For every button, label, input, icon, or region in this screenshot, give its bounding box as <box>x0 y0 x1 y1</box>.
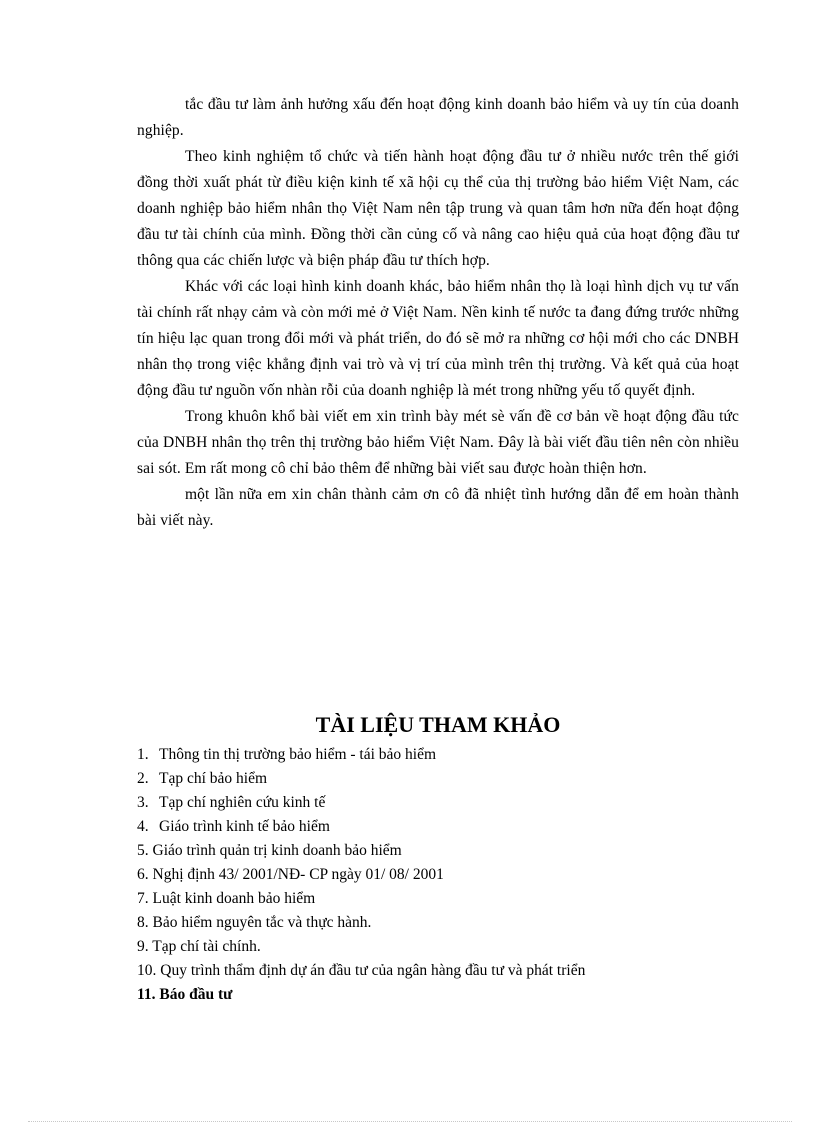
reference-text: Giáo trình kinh tế bảo hiểm <box>159 818 330 835</box>
reference-text: Thông tin thị trường bảo hiểm - tái bảo hiểm <box>159 746 437 763</box>
reference-number: 3. <box>137 794 149 811</box>
references-list <box>137 743 739 1007</box>
reference-item <box>137 983 739 1007</box>
reference-item <box>137 839 739 863</box>
reference-text: Quy trình thẩm định dự án đầu tư của ngân hàng đầu tư và phát triển <box>160 962 586 979</box>
reference-number: 9. <box>137 938 149 955</box>
reference-item <box>137 911 739 935</box>
reference-text: Nghị định 43/ 2001/NĐ- CP ngày 01/ 08/ 2001 <box>152 866 444 883</box>
reference-number: 10. <box>137 962 157 979</box>
reference-item <box>137 863 739 887</box>
reference-number: 8. <box>137 914 149 931</box>
reference-number: 6. <box>137 866 149 883</box>
paragraph-4: Trong khuôn khổ bài viết em xin trình bày mét sè vấn đề cơ bản về hoạt động đầu tức của DNBH nhân thọ trên thị trường bảo hiểm Việt Nam. Đây là bài viết đầu tiên nên còn nhiều sai sót. Em rất mong cô chỉ bảo thêm để những bài viết sau được hoàn thiện hơn. <box>137 408 739 477</box>
references-title: TÀI LIỆU THAM KHẢO <box>315 712 561 737</box>
reference-text: Luật kinh doanh bảo hiểm <box>152 890 316 907</box>
reference-number: 5. <box>137 842 149 859</box>
reference-number: 4. <box>137 818 149 835</box>
page-bottom-divider <box>28 1121 792 1122</box>
reference-text: Tạp chí tài chính. <box>152 938 261 955</box>
reference-item <box>137 767 739 791</box>
paragraph-3: Khác với các loại hình kinh doanh khác, bảo hiểm nhân thọ là loại hình dịch vụ tư vấn tài chính rất nhạy cảm và còn mới mẻ ở Việt Nam. Nền kinh tế nước ta đang đứng trước những tín hiệu lạc quan trong đổi mới và phát triển, do đó sẽ mở ra những cơ hội mới cho các DNBH nhân thọ trong việc khẳng định vai trò và vị trí của mình trên thị trường. Và kết quả của hoạt động đầu tư nguồn vốn nhàn rỗi của doanh nghiệp là mét trong những yếu tố quyết định. <box>137 278 739 399</box>
reference-item <box>137 815 739 839</box>
reference-item <box>137 935 739 959</box>
paragraph-2: Theo kinh nghiệm tổ chức và tiến hành hoạt động đầu tư ở nhiều nước trên thế giới đồng thời xuất phát từ điều kiện kinh tế xã hội cụ thể của thị trường bảo hiểm Việt Nam, các doanh nghiệp bảo hiểm nhân thọ Việt Nam nên tập trung và quan tâm hơn nữa đến hoạt động đầu tư tài chính của mình. Đồng thời cần củng cố và nâng cao hiệu quả của hoạt động đầu tư thông qua các chiến lược và biện pháp đầu tư thích hợp. <box>137 148 739 269</box>
body-text <box>137 92 739 534</box>
reference-number: 1. <box>137 746 149 763</box>
reference-text: Giáo trình quản trị kinh doanh bảo hiểm <box>152 842 402 859</box>
reference-number: 11. <box>137 986 156 1003</box>
reference-text: Tạp chí nghiên cứu kinh tế <box>159 794 326 811</box>
reference-text: Tạp chí bảo hiểm <box>159 770 268 787</box>
reference-text: Bảo hiểm nguyên tắc và thực hành. <box>152 914 372 931</box>
reference-number: 2. <box>137 770 149 787</box>
paragraph-1: tắc đầu tư làm ảnh hưởng xấu đến hoạt động kinh doanh bảo hiểm và uy tín của doanh nghiệp. <box>137 96 739 139</box>
reference-item <box>137 791 739 815</box>
reference-item <box>137 959 739 983</box>
paragraph-5: một lần nữa em xin chân thành cảm ơn cô đã nhiệt tình hướng dẫn để em hoàn thành bài viết này. <box>137 486 739 529</box>
reference-item <box>137 743 739 767</box>
reference-text: Báo đầu tư <box>159 986 233 1003</box>
reference-number: 7. <box>137 890 149 907</box>
reference-item <box>137 887 739 911</box>
